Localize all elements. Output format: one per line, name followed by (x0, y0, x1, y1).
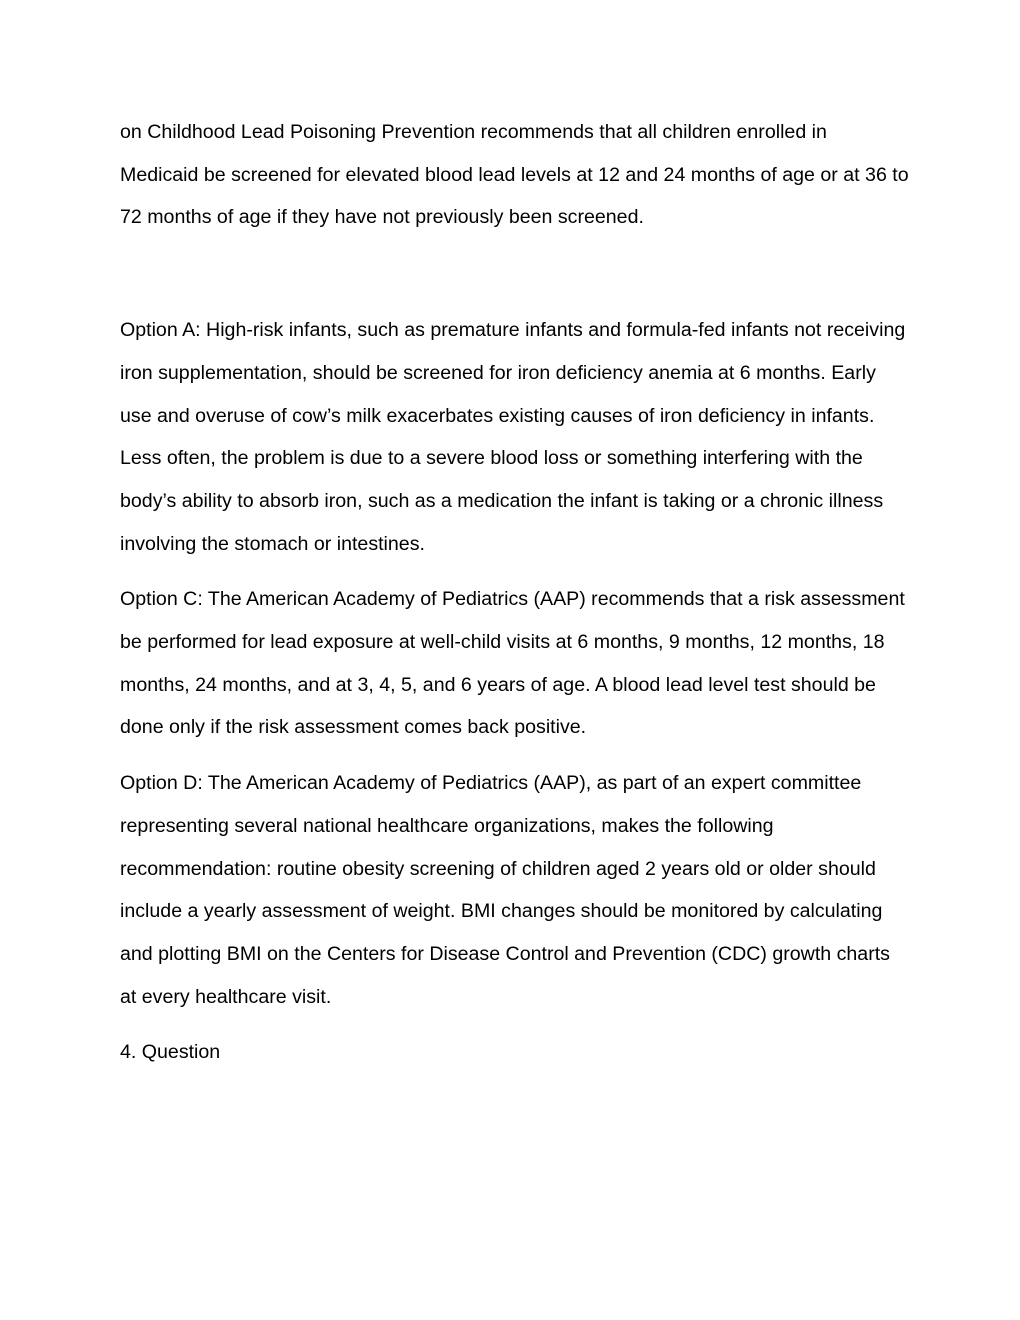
document-body (120, 111, 910, 1074)
paragraph-option-a: Option A: High-risk infants, such as premature infants and formula-fed infants not receiving iron supplementation, should be screened for iron deficiency anemia at 6 months. Early use and overuse of cow’s milk exacerbates existing causes of iron deficiency in infants. Less often, the problem is due to a severe blood loss or something interfering with the body’s ability to absorb iron, such as a medication the infant is taking or a chronic illness involving the stomach or intestines. (120, 319, 906, 555)
paragraph-option-c: Option C: The American Academy of Pediatrics (AAP) recommends that a risk assessment be performed for lead exposure at well-child visits at 6 months, 9 months, 12 months, 18 months, 24 months, and at 3, 4, 5, and 6 years of age. A blood lead level test should be done only if the risk assessment comes back positive. (120, 588, 905, 739)
paragraph-lead-screening: on Childhood Lead Poisoning Prevention recommends that all children enrolled in Medicaid be screened for elevated blood lead levels at 12 and 24 months of age or at 36 to 72 months of age if they have not previously been screened. (120, 121, 909, 229)
paragraph-option-d: Option D: The American Academy of Pediatrics (AAP), as part of an expert committee representing several national healthcare organizations, makes the following recommendation: routine obesity screening of children aged 2 years old or older should include a yearly assessment of weight. BMI changes should be monitored by calculating and plotting BMI on the Centers for Disease Control and Prevention (CDC) growth charts at every healthcare visit. (120, 772, 890, 1008)
question-heading: 4. Question (120, 1041, 221, 1064)
